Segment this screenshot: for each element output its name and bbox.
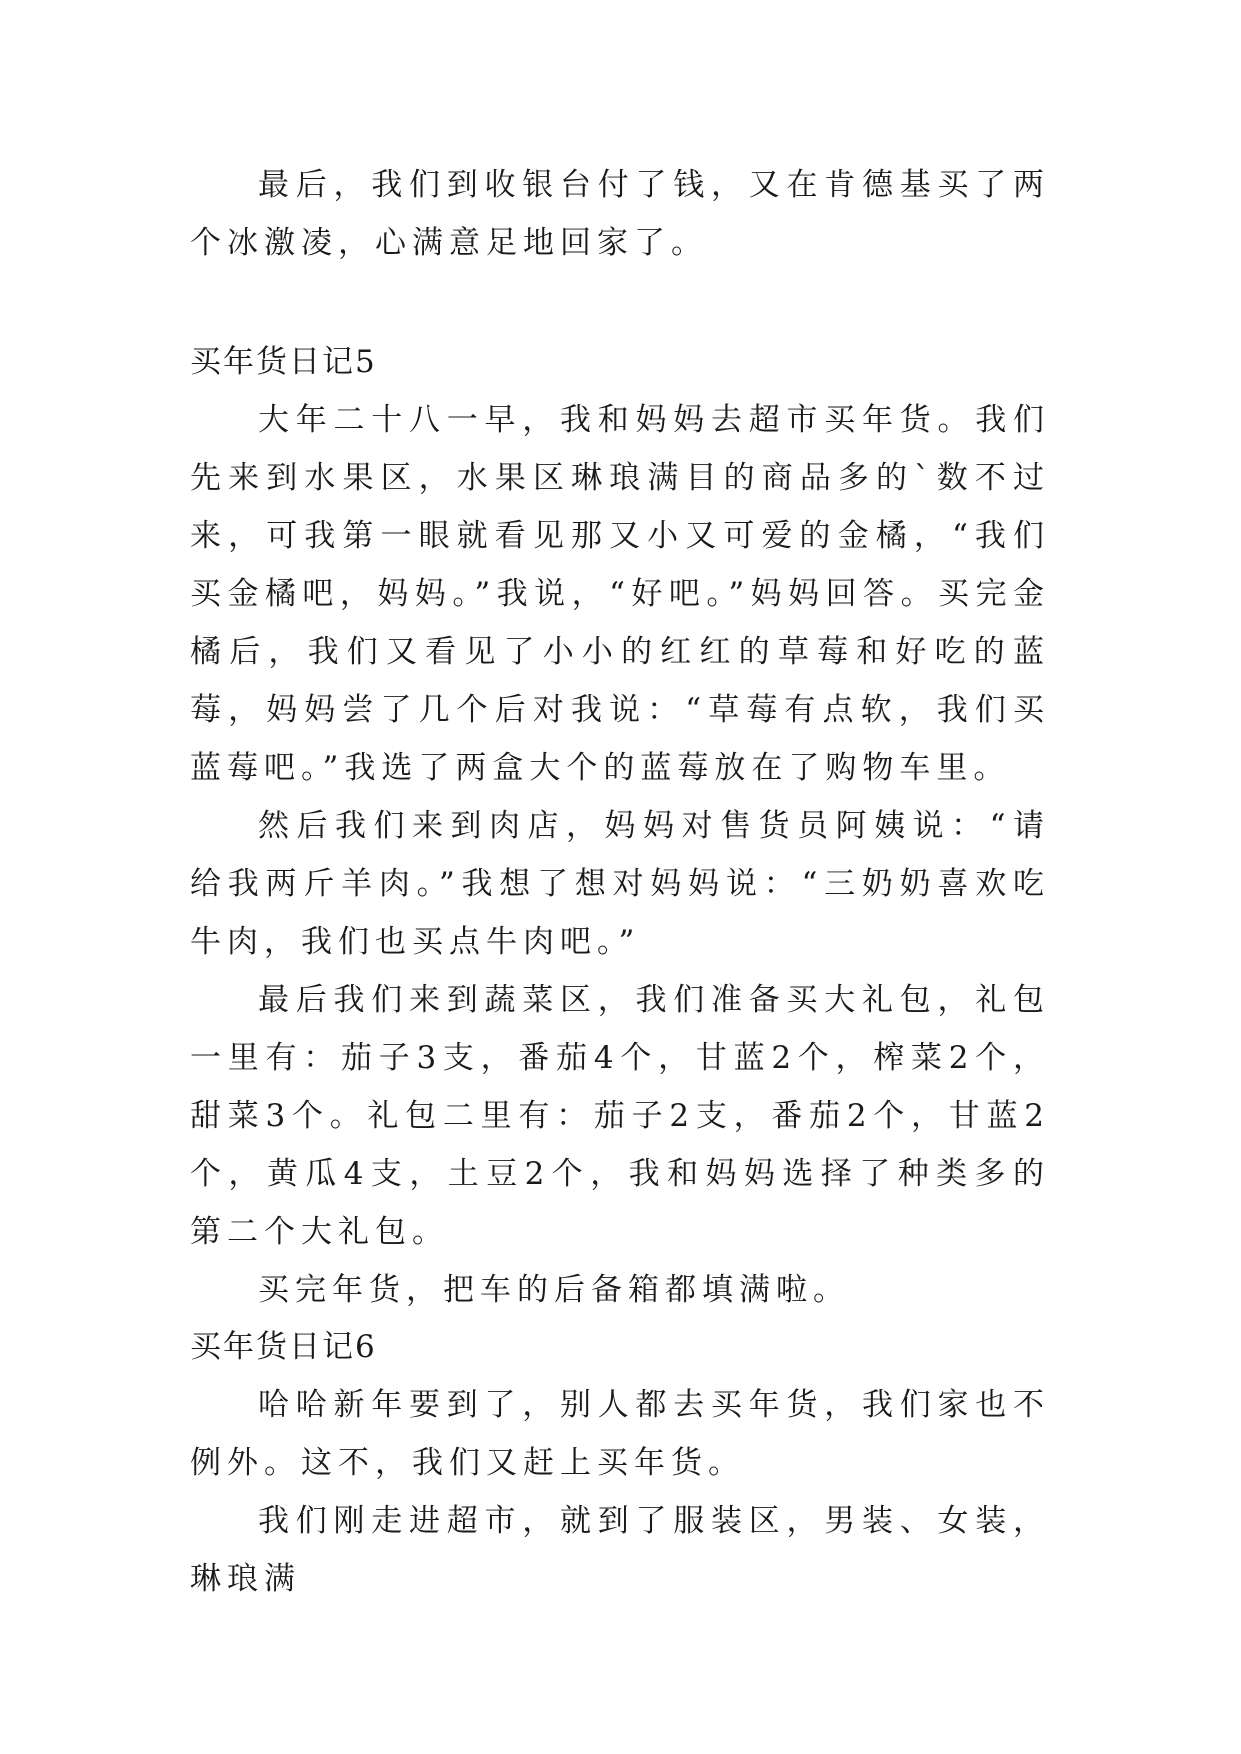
diary-6-section [190,1318,1050,1608]
paragraph: 买完年货，把车的后备箱都填满啦。 [258,1272,850,1308]
paragraph: 大年二十八一早，我和妈妈去超市买年货。我们先来到水果区，水果区琳琅满目的商品多的`数不过来，可我第一眼就看见那又小又可爱的金橘，“我们买金橘吧，妈妈。”我说，“好吧。”妈妈回答。买完金橘后，我们又看见了小小的红红的草莓和好吃的蓝莓，妈妈尝了几个后对我说：“草莓有点软，我们买蓝莓吧。”我选了两盒大个的蓝莓放在了购物车里。 [190,402,1050,786]
intro-section [190,156,1050,272]
diary-5-title: 买年货日记5 [190,344,377,380]
diary-6-title: 买年货日记6 [190,1329,377,1365]
paragraph: 最后我们来到蔬菜区，我们准备买大礼包，礼包一里有：茄子3支，番茄4个，甘蓝2个，榨菜2个，甜菜3个。礼包二里有：茄子2支，番茄2个，甘蓝2个，黄瓜4支，土豆2个，我和妈妈选择了种类多的第二个大礼包。 [190,982,1050,1250]
diary-5-section [190,333,1050,1319]
paragraph: 然后我们来到肉店，妈妈对售货员阿姨说：“请给我两斤羊肉。”我想了想对妈妈说：“三奶奶喜欢吃牛肉，我们也买点牛肉吧。” [190,808,1050,960]
paragraph: 哈哈新年要到了，别人都去买年货，我们家也不例外。这不，我们又赶上买年货。 [190,1387,1050,1481]
paragraph: 最后，我们到收银台付了钱，又在肯德基买了两个冰激凌，心满意足地回家了。 [190,167,1050,261]
paragraph: 我们刚走进超市，就到了服装区，男装、女装，琳琅满 [190,1503,1050,1597]
